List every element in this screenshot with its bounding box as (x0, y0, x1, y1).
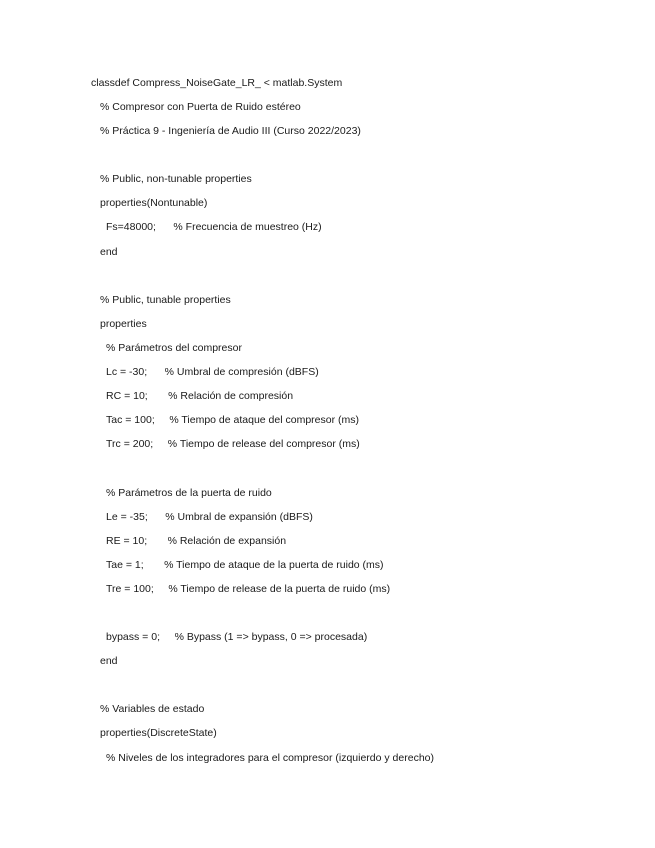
code-line-comment: % Práctica 9 - Ingeniería de Audio III (Curso 2022/2023) (100, 125, 361, 137)
code-line-comment: % Public, non-tunable properties (100, 173, 252, 185)
code-line-properties: properties (100, 318, 147, 330)
code-line-comment: % Niveles de los integradores para el compresor (izquierdo y derecho) (106, 752, 434, 764)
code-line-property: Trc = 200; % Tiempo de release del compresor (ms) (106, 438, 360, 450)
code-line-end: end (100, 246, 118, 258)
code-line-comment: % Compresor con Puerta de Ruido estéreo (100, 101, 301, 113)
code-line-properties: properties(DiscreteState) (100, 727, 217, 739)
code-line-property: Le = -35; % Umbral de expansión (dBFS) (106, 511, 313, 523)
code-line-property: Tre = 100; % Tiempo de release de la puerta de ruido (ms) (106, 583, 391, 595)
code-line-property: Lc = -30; % Umbral de compresión (dBFS) (106, 366, 319, 378)
code-line-property: Tae = 1; % Tiempo de ataque de la puerta de ruido (ms) (106, 559, 384, 571)
code-line-end: end (100, 655, 118, 667)
code-line-classdef: classdef Compress_NoiseGate_LR_ < matlab.System (91, 77, 343, 89)
code-line-comment: % Parámetros de la puerta de ruido (106, 487, 272, 499)
code-line-property: RC = 10; % Relación de compresión (106, 390, 294, 402)
code-line-comment: % Parámetros del compresor (106, 342, 242, 354)
code-line-property: Fs=48000; % Frecuencia de muestreo (Hz) (106, 221, 322, 233)
code-line-property: bypass = 0; % Bypass (1 => bypass, 0 => procesada) (106, 631, 368, 643)
code-line-property: RE = 10; % Relación de expansión (106, 535, 287, 547)
code-line-comment: % Variables de estado (100, 703, 205, 715)
code-line-comment: % Public, tunable properties (100, 294, 231, 306)
code-line-properties: properties(Nontunable) (100, 197, 208, 209)
code-line-property: Tac = 100; % Tiempo de ataque del compresor (ms) (106, 414, 359, 426)
